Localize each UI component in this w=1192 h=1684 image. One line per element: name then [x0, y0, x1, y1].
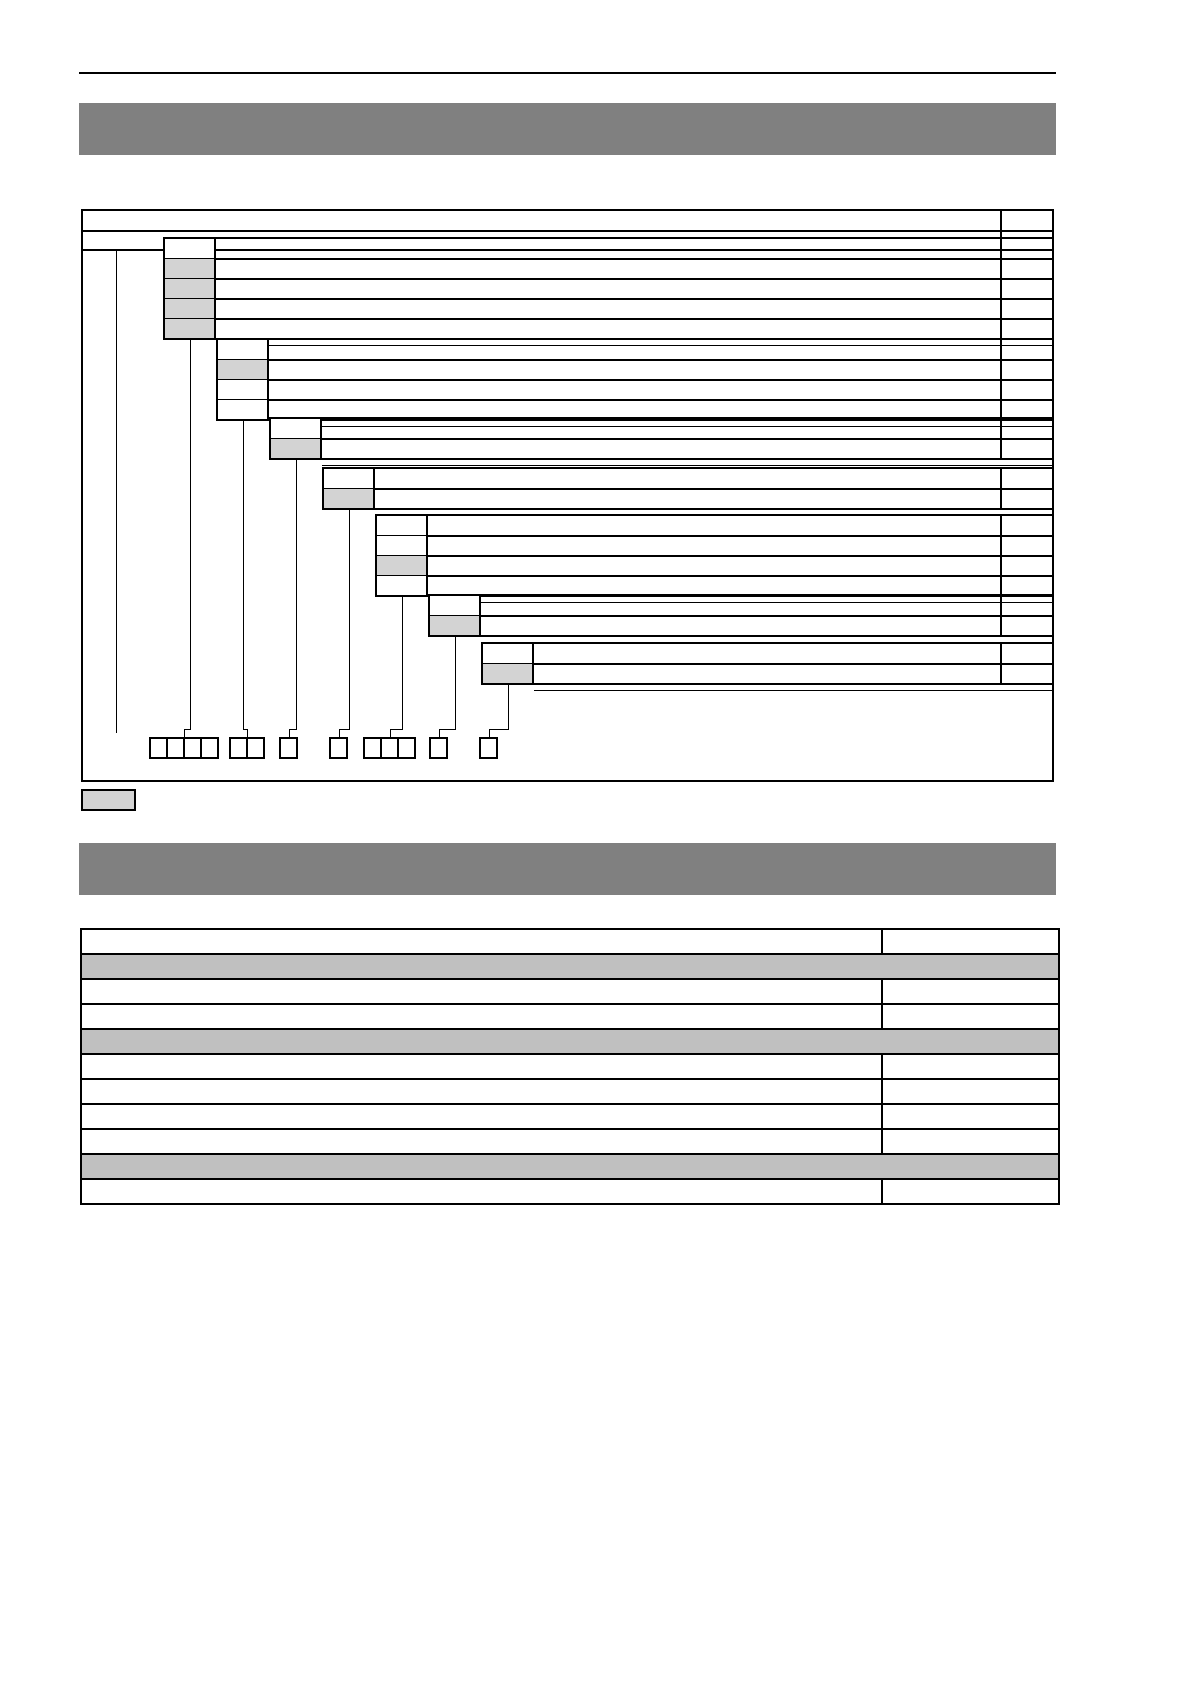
code-cell-g1-r2 [163, 259, 216, 278]
row-divider-g5-r1 [375, 535, 1052, 537]
table-group-row [81, 954, 1059, 979]
code-placeholder-6 [429, 737, 448, 759]
row-divider-g1-r2 [163, 278, 1052, 280]
title-divider [83, 230, 1052, 232]
code-placeholder-3 [279, 737, 298, 759]
placeholder-divider [183, 737, 185, 759]
row-divider-g4-r2 [322, 508, 1052, 510]
table-group-label [81, 954, 1059, 979]
table-cell [81, 1079, 882, 1104]
group-7-top [481, 642, 1052, 644]
table-cell [882, 1129, 1059, 1154]
row-divider-g1-r3 [163, 298, 1052, 300]
code-cell-g6-r2 [428, 616, 481, 635]
group-4-top [322, 467, 1052, 469]
row-divider-g2-r4 [216, 419, 1052, 421]
value-divider-g4 [1000, 467, 1002, 509]
table-row [81, 1079, 1059, 1104]
row-divider-g5-r2 [375, 555, 1052, 557]
code-cell-g3-r2 [269, 439, 322, 458]
ordering-code-diagram [81, 209, 1054, 782]
top-rule [79, 72, 1056, 74]
row-divider-g6-r2 [428, 635, 1052, 637]
placeholder-bracket-2 [243, 729, 248, 730]
group-7-separator [534, 690, 1052, 691]
table-cell [882, 1104, 1059, 1129]
placeholder-connector-7 [489, 729, 490, 737]
table-header-cell [81, 929, 882, 954]
code-cell-g4-r1 [322, 469, 375, 488]
group-5-top [375, 514, 1052, 516]
table-group-row [81, 1029, 1059, 1054]
row-divider-g2-r1 [216, 359, 1052, 361]
placeholder-divider [246, 737, 248, 759]
value-divider-g1 [1000, 237, 1002, 339]
table-group-row [81, 1154, 1059, 1179]
guide-line-outer [116, 249, 117, 733]
placeholder-divider [200, 737, 202, 759]
code-cell-g3-r1 [269, 419, 322, 438]
placeholder-connector-4 [339, 729, 340, 737]
leader-line-g7 [508, 684, 509, 729]
code-cell-g5-r3 [375, 556, 428, 575]
code-cell-g1-r5 [163, 319, 216, 338]
table-cell [81, 1129, 882, 1154]
subtitle-divider [83, 249, 1052, 251]
placeholder-bracket-7 [489, 729, 509, 730]
row-divider-g1-r4 [163, 318, 1052, 320]
group-2-top [216, 338, 1052, 340]
code-cell-g5-r4 [375, 576, 428, 595]
table-cell [882, 1004, 1059, 1029]
table-group-label [81, 1154, 1059, 1179]
row-divider-g2-r3 [216, 399, 1052, 401]
code-cell-g2-r2 [216, 360, 269, 379]
leader-line-g4 [349, 509, 350, 729]
code-cell-g6-r1 [428, 596, 481, 615]
placeholder-bracket-3 [289, 729, 297, 730]
group-5-separator [428, 602, 1052, 603]
value-divider-g5 [1000, 514, 1002, 596]
row-divider-g2-r2 [216, 379, 1052, 381]
code-placeholder-4 [329, 737, 348, 759]
accessories-table [80, 928, 1060, 1205]
legend-swatch [81, 789, 136, 811]
group-3-top [269, 417, 1052, 419]
code-placeholder-5 [363, 737, 416, 759]
placeholder-divider [380, 737, 382, 759]
code-cell-g2-r4 [216, 400, 269, 419]
row-divider-g4-r1 [322, 488, 1052, 490]
table-cell [882, 1054, 1059, 1079]
placeholder-bracket-4 [339, 729, 350, 730]
placeholder-bracket-1 [184, 729, 191, 730]
table-cell [81, 1179, 882, 1204]
placeholder-bracket-6 [439, 729, 456, 730]
value-divider-g2 [1000, 338, 1002, 420]
group-1-top [163, 237, 1052, 239]
placeholder-divider [166, 737, 168, 759]
value-divider-g3 [1000, 417, 1002, 459]
group-3-separator [322, 465, 1052, 466]
table-cell [81, 1004, 882, 1029]
code-placeholder-7 [479, 737, 498, 759]
row-divider-g3-r2 [269, 458, 1052, 460]
leader-line-g5 [402, 596, 403, 729]
code-cell-g1-r4 [163, 299, 216, 318]
table-cell [81, 979, 882, 1004]
placeholder-connector-5 [390, 729, 391, 737]
table-row [81, 1179, 1059, 1204]
value-divider-g7 [1000, 642, 1002, 684]
placeholder-connector-2 [247, 729, 248, 737]
row-divider-g5-r3 [375, 575, 1052, 577]
leader-line-g6 [455, 636, 456, 729]
section-header-ordering-code [79, 103, 1056, 155]
code-cell-g1-r1 [163, 239, 216, 258]
value-divider-g6 [1000, 594, 1002, 636]
table-cell [882, 1079, 1059, 1104]
placeholder-connector-6 [439, 729, 440, 737]
code-cell-g5-r2 [375, 536, 428, 555]
section-header-accessories [79, 843, 1056, 895]
code-cell-g2-r1 [216, 340, 269, 359]
row-divider-g7-r1 [481, 663, 1052, 665]
group-6-top [428, 594, 1052, 596]
table-header-cell [882, 929, 1059, 954]
table-cell [882, 979, 1059, 1004]
placeholder-connector-3 [289, 729, 290, 737]
guide-tick [116, 731, 117, 732]
table-row [81, 1129, 1059, 1154]
placeholder-divider [397, 737, 399, 759]
table-header-row [81, 929, 1059, 954]
row-divider-g6-r1 [428, 615, 1052, 617]
leader-line-g1 [190, 339, 191, 729]
placeholder-bracket-5 [390, 729, 403, 730]
code-cell-g1-r3 [163, 279, 216, 298]
table-row [81, 1104, 1059, 1129]
group-1-separator [216, 345, 1052, 346]
table-cell [81, 1054, 882, 1079]
table-row [81, 1004, 1059, 1029]
table-row [81, 1054, 1059, 1079]
table-group-label [81, 1029, 1059, 1054]
table-cell [81, 1104, 882, 1129]
table-cell [882, 1179, 1059, 1204]
table-row [81, 979, 1059, 1004]
leader-line-g3 [296, 459, 297, 729]
code-cell-g7-r1 [481, 644, 534, 663]
row-divider-g1-r1 [163, 258, 1052, 260]
leader-line-g2 [243, 420, 244, 729]
group-2-separator [269, 426, 1052, 427]
code-cell-g7-r2 [481, 664, 534, 683]
code-cell-g4-r2 [322, 489, 375, 508]
row-divider-g3-r1 [269, 438, 1052, 440]
code-cell-g2-r3 [216, 380, 269, 399]
placeholder-connector-1 [184, 729, 185, 737]
code-cell-g5-r1 [375, 516, 428, 535]
row-divider-g7-r2 [481, 683, 1052, 685]
